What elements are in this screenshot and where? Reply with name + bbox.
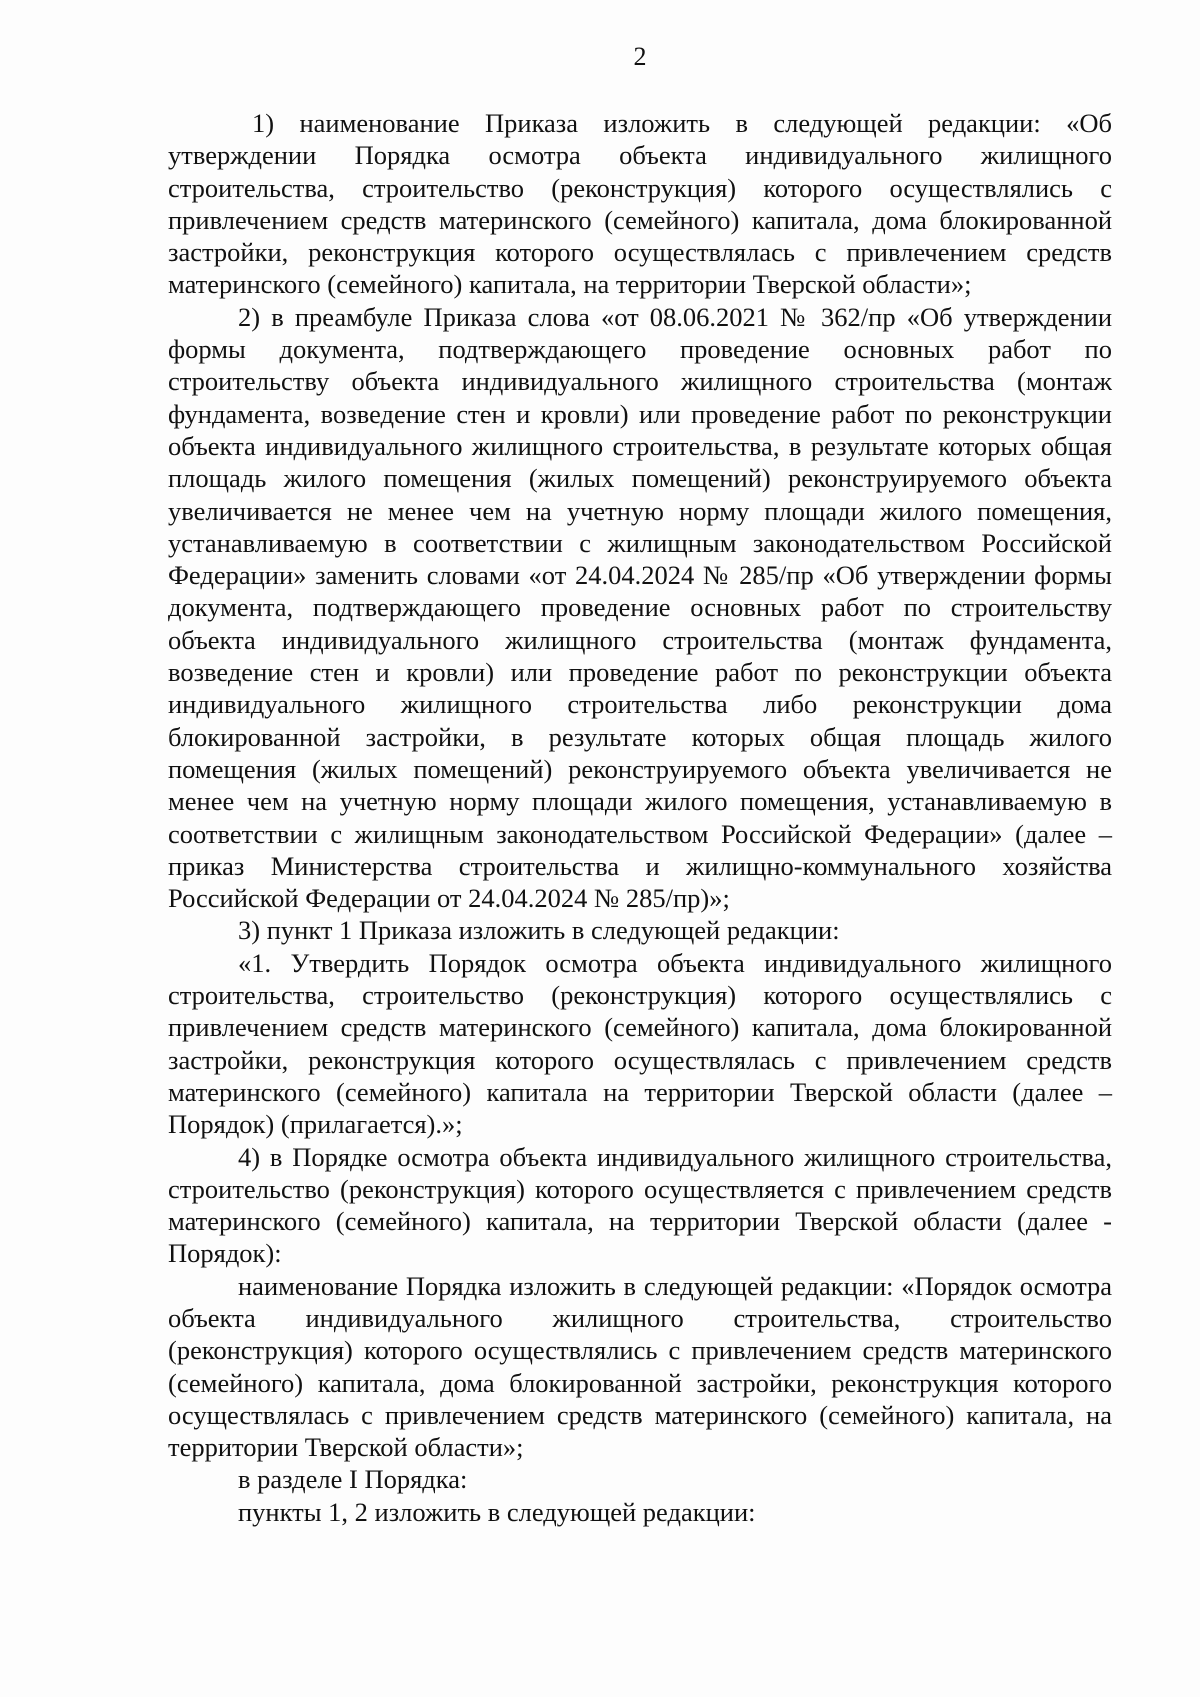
document-body: [168, 107, 1112, 1528]
paragraph-item-1: 1) наименование Приказа изложить в следующей редакции: «Об утверждении Порядка осмотра объекта индивидуального жилищного строительства, строительство (реконструкция) которого осуществлялись с привлечением средств материнского (семейного) капитала, дома блокированной застройки, реконструкция которого осуществлялась с привлечением средств материнского (семейного) капитала, на территории Тверской области»;: [168, 108, 1112, 300]
paragraph-item-2: 2) в преамбуле Приказа слова «от 08.06.2021 № 362/пр «Об утверждении формы документа, подтверждающего проведение основных работ по строительству объекта индивидуального жилищного строительства (монтаж фундамента, возведение стен и кровли) или проведение работ по реконструкции объекта индивидуального жилищного строительства, в результате которых общая площадь жилого помещения (жилых помещений) реконструируемого объекта увеличивается не менее чем на учетную норму площади жилого помещения, устанавливаемую в соответствии с жилищным законодательством Российской Федерации» заменить словами «от 24.04.2024 № 285/пр «Об утверждении формы документа, подтверждающего проведение основных работ по строительству объекта индивидуального жилищного строительства (монтаж фундамента, возведение стен и кровли) или проведение работ по реконструкции объекта индивидуального жилищного строительства либо реконструкции дома блокированной застройки, в результате которых общая площадь жилого помещения (жилых помещений) реконструируемого объекта увеличивается не менее чем на учетную норму площади жилого помещения, устанавливаемую в соответствии с жилищным законодательством Российской Федерации» (далее – приказ Министерства строительства и жилищно-коммунального хозяйства Российской Федерации от 24.04.2024 № 285/пр)»;: [168, 301, 1112, 914]
page-number: 2: [633, 42, 647, 71]
paragraph-section-1: в разделе I Порядка:: [238, 1464, 468, 1495]
paragraph-item-4: 4) в Порядке осмотра объекта индивидуального жилищного строительства, строительство (реконструкция) которого осуществляется с привлечением средств материнского (семейного) капитала, на территории Тверской области (далее - Порядок):: [168, 1141, 1112, 1269]
paragraph-order-title: наименование Порядка изложить в следующей редакции: «Порядок осмотра объекта индивидуального жилищного строительства, строительство (реконструкция) которого осуществлялись с привлечением средств материнского (семейного) капитала, дома блокированной застройки, реконструкция которого осуществлялась с привлечением средств материнского (семейного) капитала, на территории Тверской области»;: [168, 1270, 1112, 1463]
paragraph-item-3: 3) пункт 1 Приказа изложить в следующей редакции:: [238, 915, 840, 946]
paragraph-points-1-2: пункты 1, 2 изложить в следующей редакции:: [238, 1496, 756, 1527]
paragraph-item-3-text: «1. Утвердить Порядок осмотра объекта индивидуального жилищного строительства, строительство (реконструкция) которого осуществлялись с привлечением средств материнского (семейного) капитала, дома блокированной застройки, реконструкция которого осуществлялась с привлечением средств материнского (семейного) капитала на территории Тверской области (далее – Порядок) (прилагается).»;: [168, 947, 1112, 1140]
